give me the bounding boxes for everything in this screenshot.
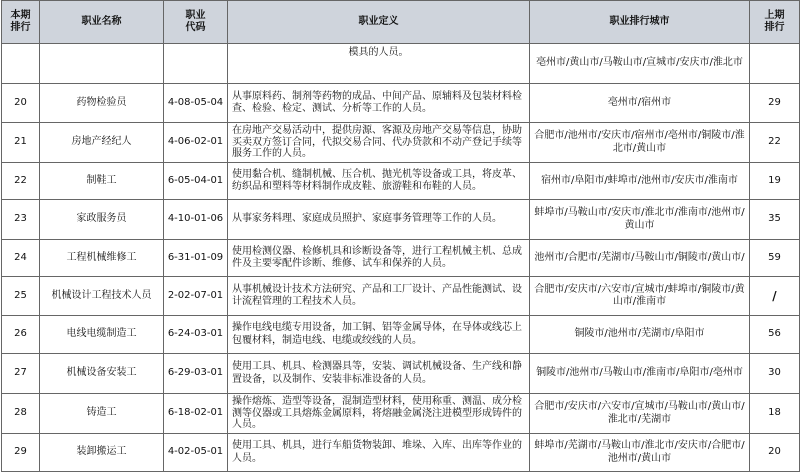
cell-definition: 在房地产交易活动中，提供房源、客源及房地产交易等信息，协助买卖双方签订合同，代拟交易合同、代办贷款和不动产登记手续等服务工作的人员。 bbox=[228, 123, 530, 163]
cell-rank: 21 bbox=[2, 123, 40, 163]
cell-cities: 宿州市/阜阳市/蚌埠市/池州市/安庆市/淮南市 bbox=[530, 163, 750, 200]
table-row bbox=[2, 277, 800, 316]
cell-name bbox=[40, 44, 164, 84]
cell-cities: 合肥市/安庆市/六安市/宣城市/马鞍山市/黄山市/淮北市/芜湖市 bbox=[530, 394, 750, 434]
cell-definition: 使用工具、机具，进行车船货物装卸、堆垛、入库、出库等作业的人员。 bbox=[228, 434, 530, 472]
cell-prev-rank: 56 bbox=[750, 316, 800, 354]
header-definition: 职业定义 bbox=[228, 1, 530, 44]
cell-name: 家政服务员 bbox=[40, 200, 164, 240]
cell-prev-rank: 20 bbox=[750, 434, 800, 472]
cell-prev-rank: 35 bbox=[750, 200, 800, 240]
cell-definition: 从事家务料理、家庭成员照护、家庭事务管理等工作的人员。 bbox=[228, 200, 530, 240]
cell-cities: 合肥市/安庆市/六安市/宣城市/蚌埠市/铜陵市/黄山市/淮南市 bbox=[530, 277, 750, 316]
table-row bbox=[2, 44, 800, 84]
cell-code: 4-08-05-04 bbox=[164, 84, 228, 123]
header-rank: 本期 排行 bbox=[2, 1, 40, 44]
cell-definition: 使用检测仪器、检修机具和诊断设备等，进行工程机械主机、总成件及主要零配件诊断、维修、试车和保养的人员。 bbox=[228, 240, 530, 277]
table-row bbox=[2, 434, 800, 472]
cell-code bbox=[164, 44, 228, 84]
cell-rank: 22 bbox=[2, 163, 40, 200]
header-cities: 职业排行城市 bbox=[530, 1, 750, 44]
table-row bbox=[2, 316, 800, 354]
cell-prev-rank: 18 bbox=[750, 394, 800, 434]
cell-code: 6-31-01-09 bbox=[164, 240, 228, 277]
cell-definition: 操作熔炼、造型等设备，混制造型材料，使用称重、测温、成分检测等仪器或工具熔炼金属原料，将熔融金属浇注进模型形成铸件的人员。 bbox=[228, 394, 530, 434]
cell-definition: 操作电线电缆专用设备，加工铜、铝等金属导体，在导体或线芯上包覆材料，制造电线、电缆或绞线的人员。 bbox=[228, 316, 530, 354]
cell-rank: 29 bbox=[2, 434, 40, 472]
cell-code: 4-06-02-01 bbox=[164, 123, 228, 163]
cell-cities: 亳州市/黄山市/马鞍山市/宣城市/安庆市/淮北市 bbox=[530, 44, 750, 84]
cell-cities: 蚌埠市/马鞍山市/安庆市/淮北市/淮南市/池州市/黄山市 bbox=[530, 200, 750, 240]
cell-rank: 26 bbox=[2, 316, 40, 354]
cell-cities: 蚌埠市/芜湖市/马鞍山市/淮北市/安庆市/合肥市/池州市/黄山市 bbox=[530, 434, 750, 472]
cell-prev-rank: 30 bbox=[750, 354, 800, 394]
cell-definition: 模具的人员。 bbox=[228, 44, 530, 84]
cell-name: 工程机械维修工 bbox=[40, 240, 164, 277]
cell-name: 机械设计工程技术人员 bbox=[40, 277, 164, 316]
cell-definition: 从事机械设计技术方法研究、产品和工厂设计、产品性能测试、设计流程管理的工程技术人员。 bbox=[228, 277, 530, 316]
cell-name: 药物检验员 bbox=[40, 84, 164, 123]
cell-code: 6-18-02-01 bbox=[164, 394, 228, 434]
header-code: 职业 代码 bbox=[164, 1, 228, 44]
cell-cities: 合肥市/池州市/安庆市/宿州市/亳州市/铜陵市/淮北市/黄山市 bbox=[530, 123, 750, 163]
table-row bbox=[2, 84, 800, 123]
table-row bbox=[2, 240, 800, 277]
cell-name: 装卸搬运工 bbox=[40, 434, 164, 472]
table-header-row bbox=[2, 1, 800, 44]
cell-rank: 23 bbox=[2, 200, 40, 240]
table-row bbox=[2, 200, 800, 240]
cell-cities: 亳州市/宿州市 bbox=[530, 84, 750, 123]
cell-prev-rank: 59 bbox=[750, 240, 800, 277]
cell-rank: 24 bbox=[2, 240, 40, 277]
cell-definition: 使用工具、机具、检测器具等，安装、调试机械设备、生产线和静置设备，以及制作、安装非标准设备的人员。 bbox=[228, 354, 530, 394]
table-row bbox=[2, 163, 800, 200]
cell-code: 6-29-03-01 bbox=[164, 354, 228, 394]
table-row bbox=[2, 394, 800, 434]
cell-name: 机械设备安装工 bbox=[40, 354, 164, 394]
cell-definition: 从事原料药、制剂等药物的成品、中间产品、原辅料及包装材料检查、检验、检定、测试、分析等工作的人员。 bbox=[228, 84, 530, 123]
cell-code: 4-02-05-01 bbox=[164, 434, 228, 472]
cell-code: 2-02-07-01 bbox=[164, 277, 228, 316]
header-name: 职业名称 bbox=[40, 1, 164, 44]
cell-code: 6-05-04-01 bbox=[164, 163, 228, 200]
cell-code: 4-10-01-06 bbox=[164, 200, 228, 240]
cell-prev-rank bbox=[750, 44, 800, 84]
cell-prev-rank: 22 bbox=[750, 123, 800, 163]
cell-rank: 27 bbox=[2, 354, 40, 394]
cell-rank: 28 bbox=[2, 394, 40, 434]
cell-definition: 使用黏合机、缝制机械、压合机、抛光机等设备或工具，将皮革、纺织品和塑料等材料制作成皮鞋、旅游鞋和布鞋的人员。 bbox=[228, 163, 530, 200]
cell-prev-rank: / bbox=[750, 277, 800, 316]
cell-cities: 池州市/合肥市/芜湖市/马鞍山市/铜陵市/黄山市/ bbox=[530, 240, 750, 277]
cell-rank: 25 bbox=[2, 277, 40, 316]
cell-rank: 20 bbox=[2, 84, 40, 123]
cell-name: 电线电缆制造工 bbox=[40, 316, 164, 354]
cell-rank bbox=[2, 44, 40, 84]
occupation-ranking-table bbox=[1, 0, 800, 472]
cell-prev-rank: 19 bbox=[750, 163, 800, 200]
cell-name: 铸造工 bbox=[40, 394, 164, 434]
cell-name: 房地产经纪人 bbox=[40, 123, 164, 163]
cell-cities: 铜陵市/池州市/芜湖市/阜阳市 bbox=[530, 316, 750, 354]
cell-cities: 铜陵市/池州市/马鞍山市/淮南市/阜阳市/亳州市 bbox=[530, 354, 750, 394]
table-row bbox=[2, 354, 800, 394]
table-row bbox=[2, 123, 800, 163]
cell-code: 6-24-03-01 bbox=[164, 316, 228, 354]
cell-name: 制鞋工 bbox=[40, 163, 164, 200]
cell-prev-rank: 29 bbox=[750, 84, 800, 123]
header-prev-rank: 上期 排行 bbox=[750, 1, 800, 44]
